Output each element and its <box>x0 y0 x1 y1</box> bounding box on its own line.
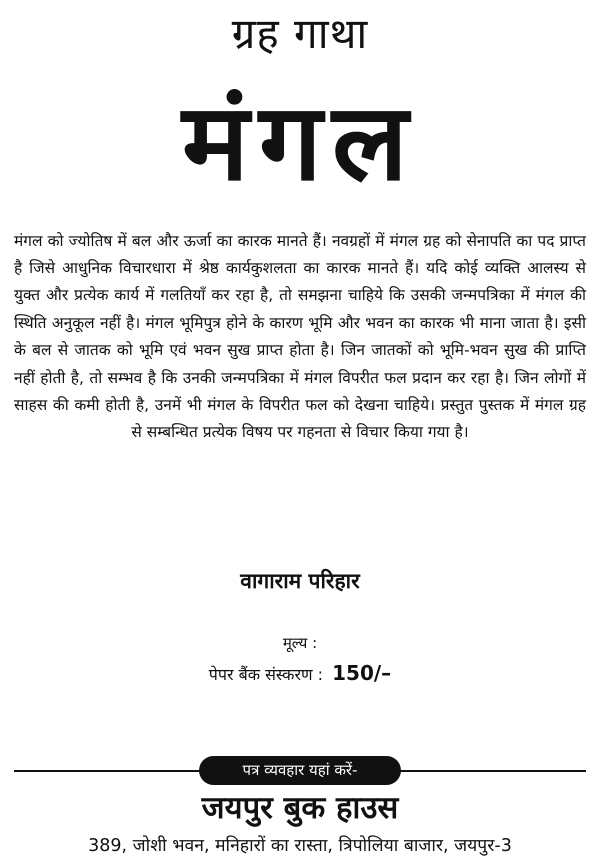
price-value: 150/– <box>332 661 392 685</box>
book-title: मंगल <box>182 81 418 205</box>
publisher-name: जयपुर बुक हाउस <box>201 790 399 826</box>
edition-label: पेपर बैंक संस्करण : <box>208 665 324 684</box>
price-line <box>0 660 600 688</box>
contact-banner: पत्र व्यवहार यहां करें- <box>199 756 401 785</box>
series-title: ग्रह गाथा <box>231 9 369 58</box>
publisher-address: 389, जोशी भवन, मनिहारों का रास्ता, त्रिपोलिया बाजार, जयपुर-3 <box>88 836 512 856</box>
price-label: मूल्य : <box>282 634 318 652</box>
book-description: मंगल को ज्योतिष में बल और ऊर्जा का कारक मानते हैं। नवग्रहों में मंगल ग्रह को सेनापति का पद प्राप्त है जिसे आधुनिक विचारधारा में श्रेष्ठ कार्यकुशलता का कारक मानते हैं। यदि कोई व्यक्ति आलस्य से युक्त और प्रत्येक कार्य में गलतियाँ कर रहा है, तो समझना चाहिये कि उसकी जन्मपत्रिका में मंगल की स्थिति अनुकूल नहीं है। मंगल भूमिपुत्र होने के कारण भूमि और भवन का कारक भी माना जाता है। इसी के बल से जातक को भूमि एवं भवन सुख प्राप्त होता है। जिन जातकों को भूमि-भवन सुख की प्राप्ति नहीं होती है, तो सम्भव है कि उनकी जन्मपत्रिका में मंगल विपरीत फल प्रदान कर रहा है। जिन लोगों में साहस की कमी होती है, उनमें भी मंगल के विपरीत फल को देखना चाहिये। प्रस्तुत पुस्तक में मंगल ग्रह से सम्बन्धित प्रत्येक विषय पर गहनता से विचार किया गया है। <box>14 231 586 442</box>
author-name: वागाराम परिहार <box>240 569 360 593</box>
